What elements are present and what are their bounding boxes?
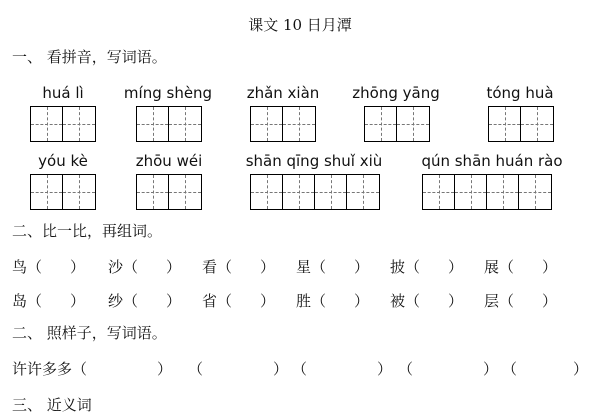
writing-grid[interactable]	[364, 106, 430, 142]
section-2-heading: 二、比一比，再组词。	[12, 222, 163, 240]
section-1-heading: 一、 看拼音，写词语。	[12, 48, 167, 66]
writing-grid[interactable]	[136, 106, 202, 142]
pinyin-label: shān qīng shuǐ xiù	[245, 152, 383, 170]
writing-grid[interactable]	[30, 106, 96, 142]
writing-grid[interactable]	[30, 174, 96, 210]
pinyin-label: huá lì	[42, 84, 84, 102]
pinyin-label: qún shān huán rào	[421, 152, 563, 170]
pinyin-label: tóng huà	[486, 84, 554, 102]
character: 看	[202, 258, 218, 276]
writing-grid[interactable]	[136, 174, 202, 210]
character: 层	[484, 292, 500, 310]
writing-grid[interactable]	[250, 174, 380, 210]
character: 鸟	[12, 258, 28, 276]
character: 纱	[108, 292, 124, 310]
pinyin-label: zhōng yāng	[352, 84, 440, 102]
character: 省	[202, 292, 218, 310]
writing-grid[interactable]	[422, 174, 552, 210]
character: 展	[484, 258, 500, 276]
section-3-heading: 二、 照样子，写词语。	[12, 324, 167, 342]
character: 岛	[12, 292, 28, 310]
character: 披	[390, 258, 406, 276]
pinyin-label: míng shèng	[123, 84, 213, 102]
pinyin-label: yóu kè	[38, 152, 88, 170]
character: 沙	[108, 258, 124, 276]
example-word: 许许多多	[12, 360, 73, 378]
page-title: 课文 10 日月潭	[248, 16, 352, 34]
character: 胜	[296, 292, 312, 310]
pinyin-label: zhǎn xiàn	[246, 84, 320, 102]
writing-grid[interactable]	[488, 106, 554, 142]
pinyin-label: zhōu wéi	[135, 152, 203, 170]
character: 被	[390, 292, 406, 310]
character: 星	[296, 258, 312, 276]
writing-grid[interactable]	[250, 106, 316, 142]
section-4-heading: 三、 近义词	[12, 396, 92, 414]
